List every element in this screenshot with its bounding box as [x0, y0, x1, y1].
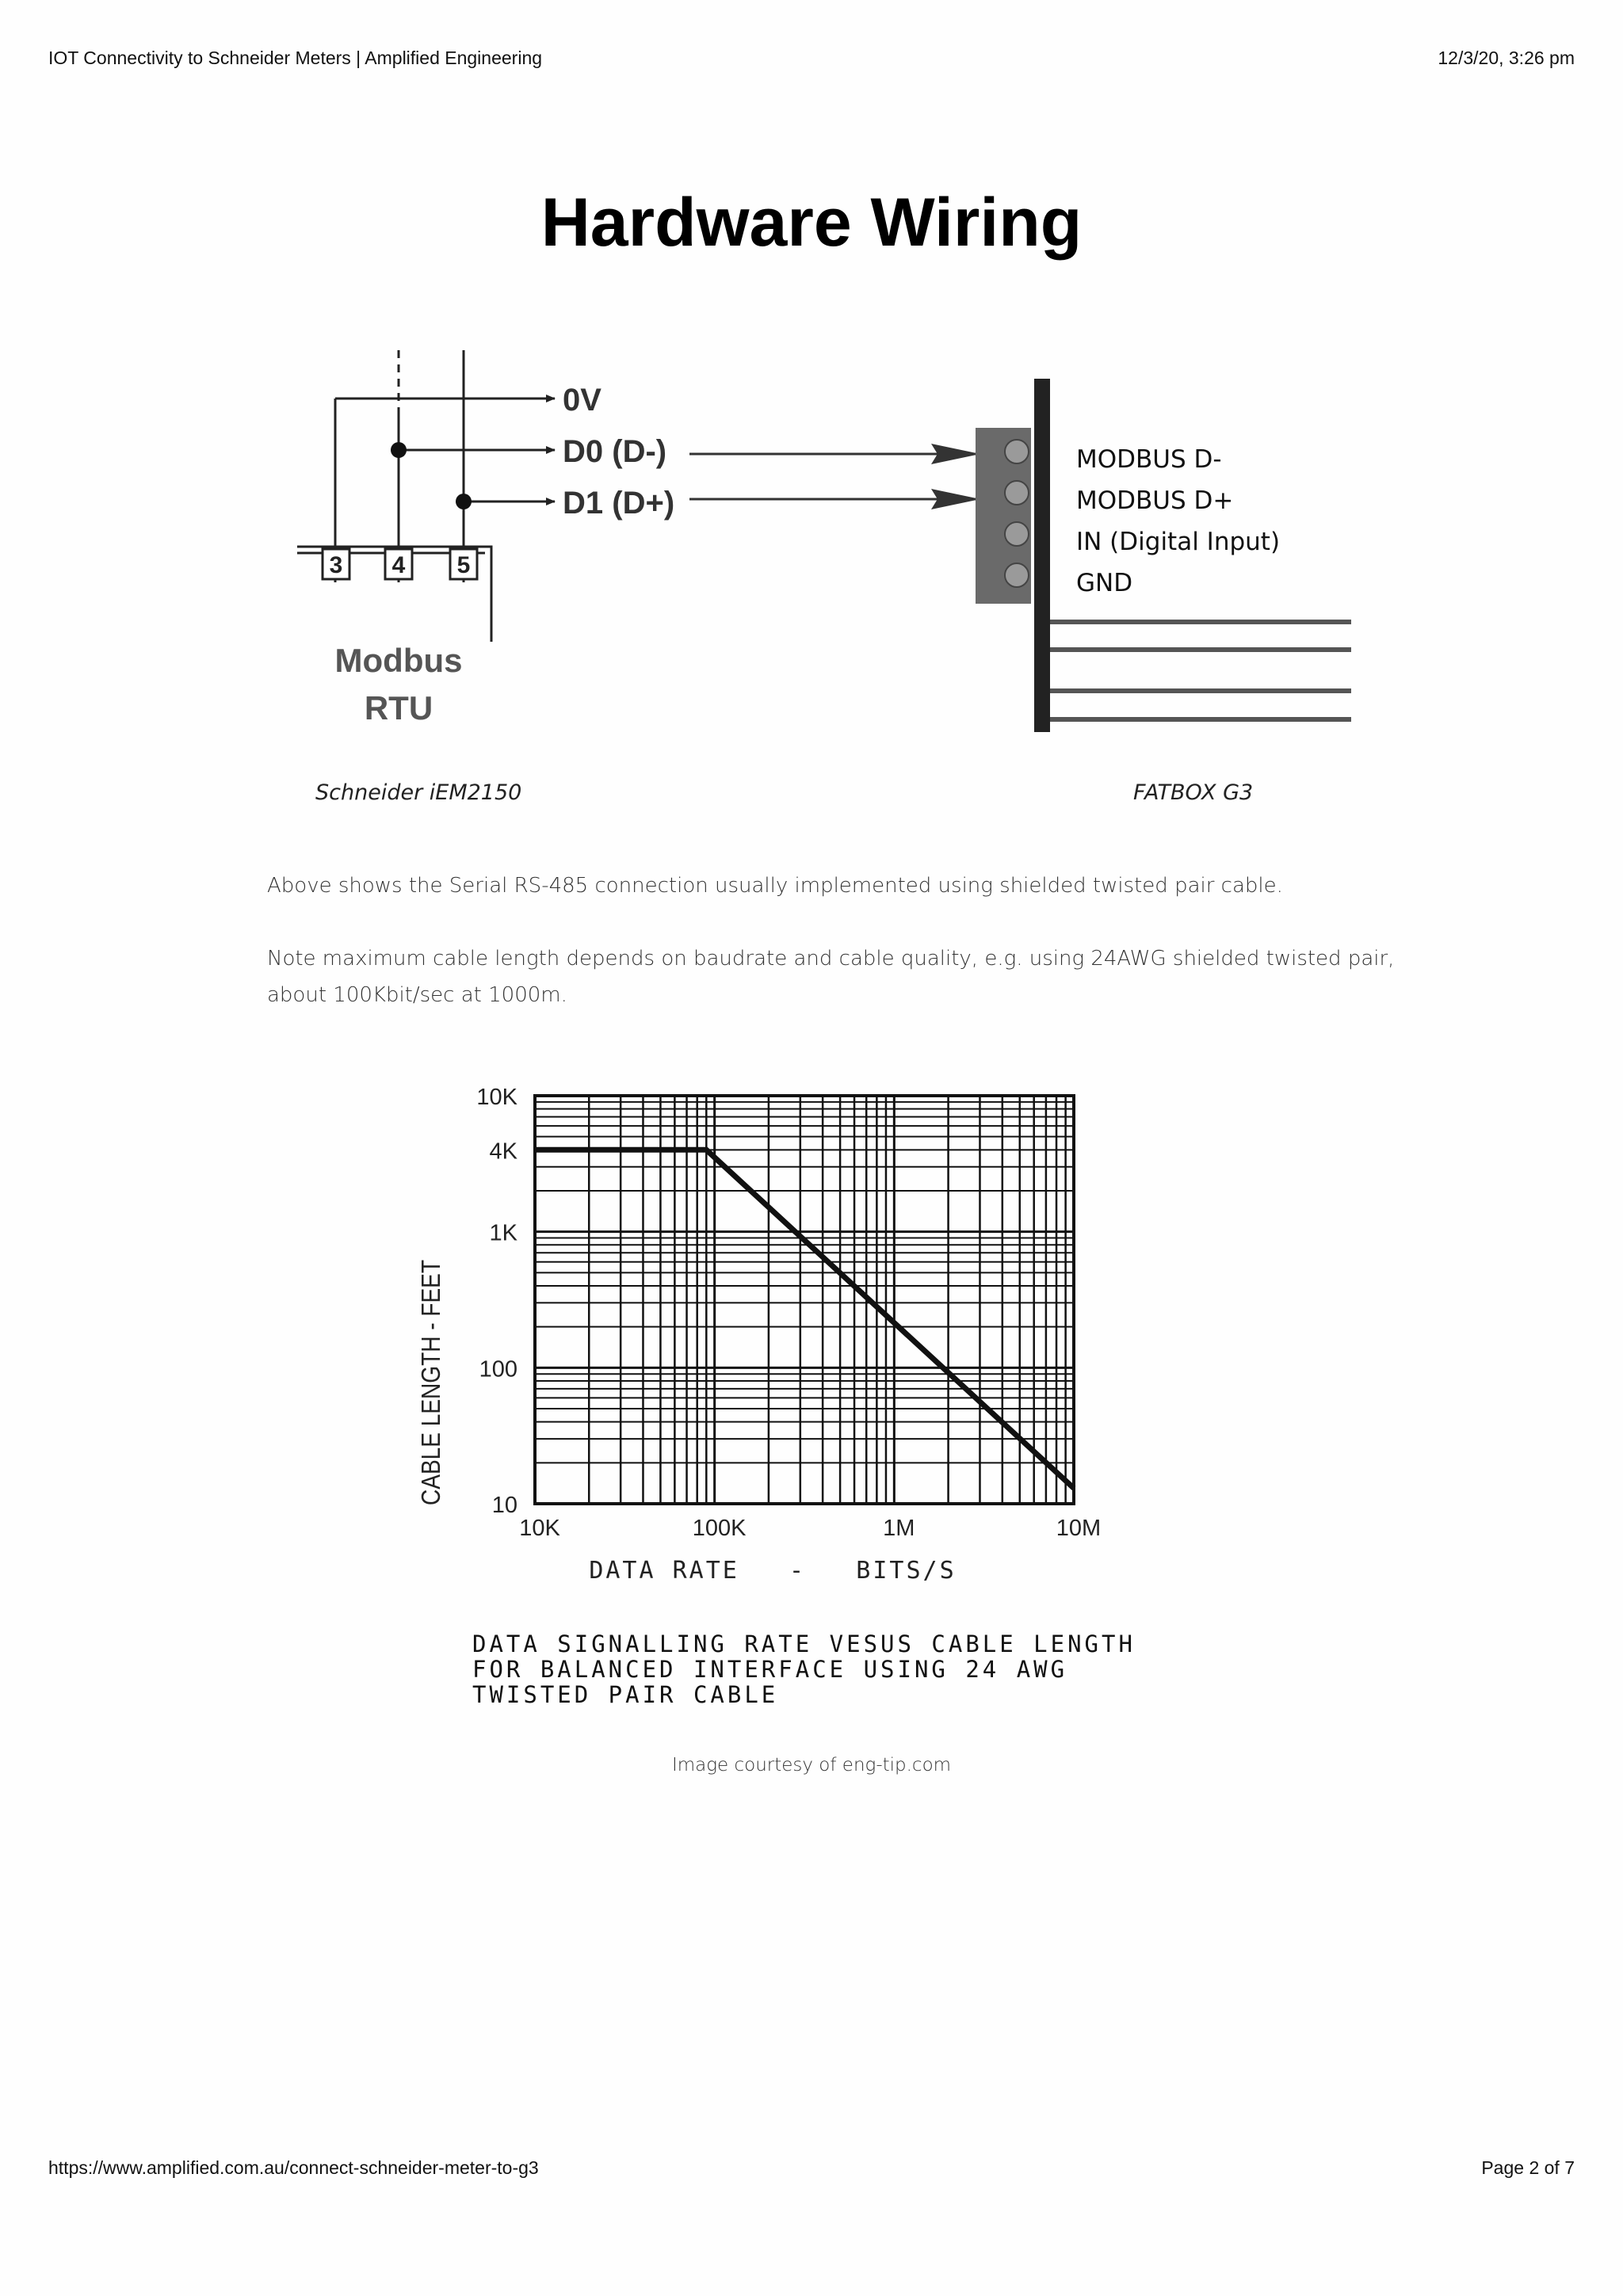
paragraph-rs485: Above shows the Serial RS-485 connection usually implemented using shielded twisted pair cable. [267, 874, 1283, 898]
fatbox-terminal-labels [1076, 445, 1280, 597]
y-tick-label: 10 [491, 1493, 517, 1518]
fatbox-label-d-plus: MODBUS D+ [1076, 486, 1234, 515]
print-header-title: IOT Connectivity to Schneider Meters | Amplified Engineering [48, 48, 543, 68]
x-tick-label: 10K [519, 1516, 560, 1541]
junction-dot [391, 442, 407, 458]
y-tick-label: 4K [489, 1138, 517, 1165]
x-tick-labels [519, 1516, 1101, 1541]
print-footer-page: Page 2 of 7 [1481, 2157, 1575, 2178]
terminal-number-4: 4 [391, 552, 406, 578]
caption-fatbox: FATBOX G3 [1133, 780, 1254, 805]
connection-arrows [689, 454, 979, 499]
wiring-diagram [281, 333, 1623, 745]
y-axis-label: CABLE LENGTH - FEET [416, 1259, 446, 1506]
fatbox-label-digital-input: IN (Digital Input) [1076, 528, 1281, 556]
caption-schneider: Schneider iEM2150 [315, 780, 522, 805]
terminal-number-3: 3 [329, 552, 343, 578]
chart-title-line-2: FOR BALANCED INTERFACE USING 24 AWG [472, 1656, 1068, 1683]
print-footer-url: https://www.amplified.com.au/connect-schneider-meter-to-g3 [48, 2157, 539, 2178]
page-title: Hardware Wiring [540, 185, 1083, 261]
y-tick-label: 1K [489, 1220, 517, 1246]
chart-title [472, 1630, 1136, 1708]
x-tick-label: 10M [1056, 1516, 1102, 1541]
y-tick-label: 100 [479, 1356, 517, 1383]
terminal-number-5: 5 [456, 552, 471, 578]
chart-grid [535, 1096, 1074, 1504]
fatbox-label-d-minus: MODBUS D- [1076, 445, 1222, 474]
x-tick-label: 1M [883, 1516, 915, 1541]
label-d1: D1 (D+) [563, 486, 675, 521]
rtu-label: RTU [364, 689, 433, 727]
label-d0: D0 (D-) [563, 434, 667, 469]
modbus-label: Modbus [334, 642, 463, 679]
schneider-wiring [297, 350, 555, 642]
x-axis-label: DATA RATE - BITS/S [589, 1557, 957, 1585]
print-header-date: 12/3/20, 3:26 pm [1438, 48, 1575, 68]
chart-credit: Image courtesy of eng-tip.com [671, 1755, 952, 1775]
label-0v: 0V [563, 383, 601, 418]
x-tick-label: 100K [692, 1516, 747, 1541]
chart-title-line-1: DATA SIGNALLING RATE VESUS CABLE LENGTH [472, 1630, 1136, 1657]
paragraph-cable-length: Note maximum cable length depends on baudrate and cable quality, e.g. using 24AWG shielded twisted pair, about 100Kbit/sec at 1000m. [267, 947, 1395, 1007]
junction-dot [456, 494, 472, 509]
terminal-block [323, 549, 477, 579]
chart-title-line-3: TWISTED PAIR CABLE [472, 1681, 779, 1708]
chart-frame [535, 1096, 1074, 1504]
schneider-output-labels [563, 383, 674, 521]
y-tick-labels [476, 1085, 517, 1518]
series-line [535, 1150, 1074, 1488]
cable-length-chart [412, 1066, 1244, 1715]
y-tick-label: 10K [476, 1085, 517, 1110]
fatbox-label-gnd: GND [1076, 569, 1133, 597]
